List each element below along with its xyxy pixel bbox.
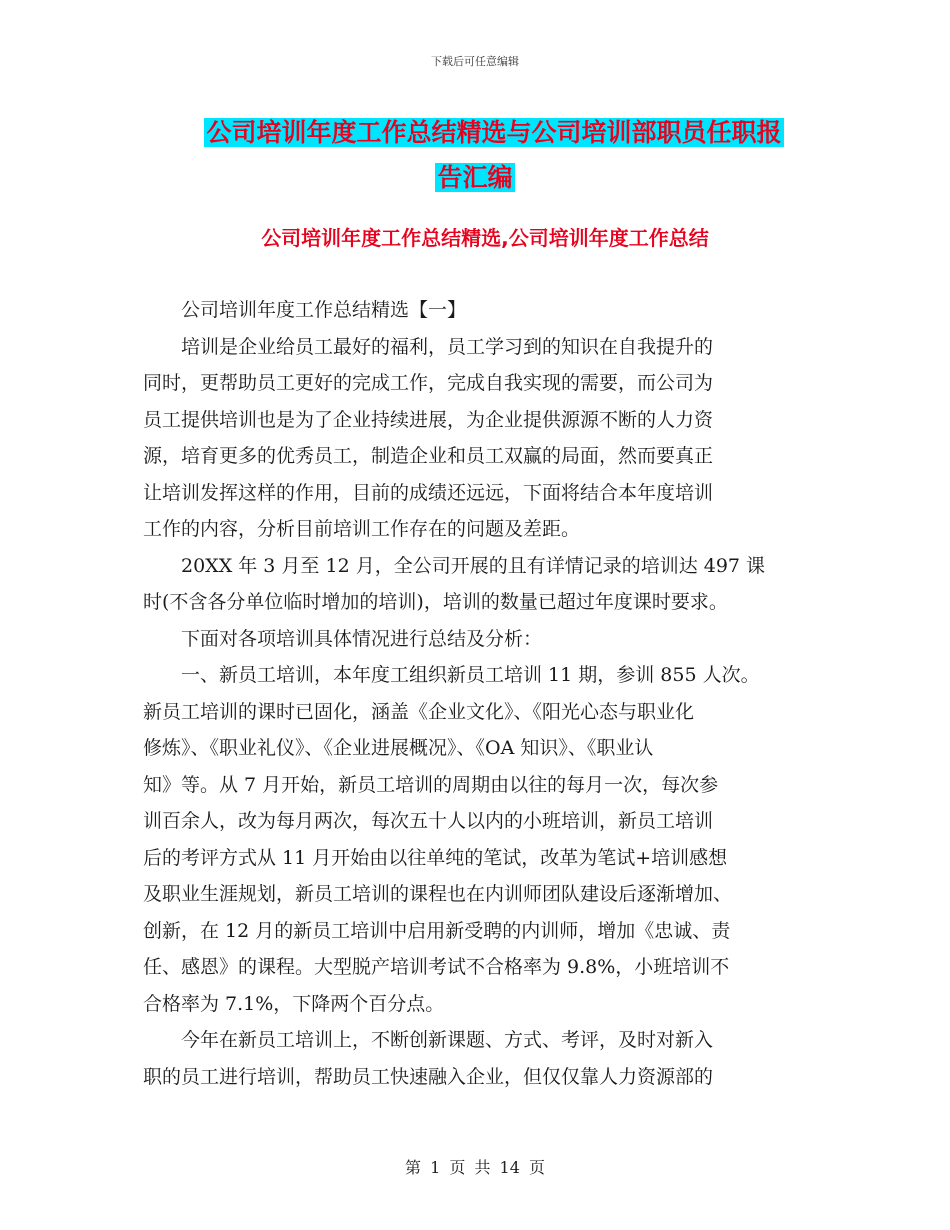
body-line: 修炼》、《职业礼仪》、《企业进展概况》、《OA 知识》、《职业认 — [143, 737, 654, 759]
body-text — [143, 292, 819, 1095]
body-line: 公司培训年度工作总结精选【一】 — [143, 299, 467, 321]
body-line: 同时，更帮助员工更好的完成工作，完成自我实现的需要，而公司为 — [143, 372, 714, 394]
body-line: 合格率为 7.1%，下降两个百分点。 — [143, 992, 445, 1015]
section-subtitle: 公司培训年度工作总结精选,公司培训年度工作总结 — [261, 226, 709, 250]
document-title — [0, 110, 950, 200]
body-line: 今年在新员工培训上，不断创新课题、方式、考评，及时对新入 — [143, 1029, 714, 1051]
body-line: 知》等。从 7 月开始，新员工培训的周期由以往的每月一次，每次参 — [143, 773, 719, 796]
body-line: 让培训发挥这样的作用，目前的成绩还远远，下面将结合本年度培训 — [143, 481, 714, 504]
body-line: 培训是企业给员工最好的福利，员工学习到的知识在自我提升的 — [143, 335, 714, 358]
body-line: 及职业生涯规划，新员工培训的课程也在内训师团队建设后逐渐增加、 — [143, 883, 733, 905]
body-line: 时(不含各分单位临时增加的培训)，培训的数量已超过年度课时要求。 — [143, 591, 728, 613]
page-footer: 第 1 页 共 14 页 — [405, 1158, 545, 1177]
body-line: 20XX 年 3 月至 12 月，全公司开展的且有详情记录的培训达 497 课 — [143, 554, 766, 577]
body-line: 源，培育更多的优秀员工，制造企业和员工双赢的局面，然而要真正 — [143, 445, 714, 467]
body-line: 职的员工进行培训，帮助员工快速融入企业，但仅仅靠人力资源部的 — [143, 1065, 714, 1088]
body-line: 任、感恩》的课程。大型脱产培训考试不合格率为 9.8%，小班培训不 — [143, 956, 730, 978]
header-note: 下载后可任意编辑 — [431, 55, 519, 68]
body-line: 下面对各项培训具体情况进行总结及分析： — [143, 627, 543, 650]
body-line: 工作的内容，分析目前培训工作存在的问题及差距。 — [143, 518, 581, 540]
body-line: 后的考评方式从 11 月开始由以往单纯的笔试，改革为笔试+培训感想 — [143, 846, 728, 869]
title-line-2: 告汇编 — [437, 163, 513, 192]
title-line-1: 公司培训年度工作总结精选与公司培训部职员任职报 — [206, 118, 782, 147]
body-line: 创新，在 12 月的新员工培训中启用新受聘的内训师，增加《忠诚、责 — [143, 919, 731, 942]
body-line: 员工提供培训也是为了企业持续进展，为企业提供源源不断的人力资 — [143, 408, 714, 431]
body-line: 一、新员工培训，本年度工组织新员工培训 11 期，参训 855 人次。 — [143, 664, 760, 686]
body-line: 训百余人，改为每月两次，每次五十人以内的小班培训，新员工培训 — [143, 810, 714, 832]
body-line: 新员工培训的课时已固化，涵盖《企业文化》、《阳光心态与职业化 — [143, 700, 695, 723]
